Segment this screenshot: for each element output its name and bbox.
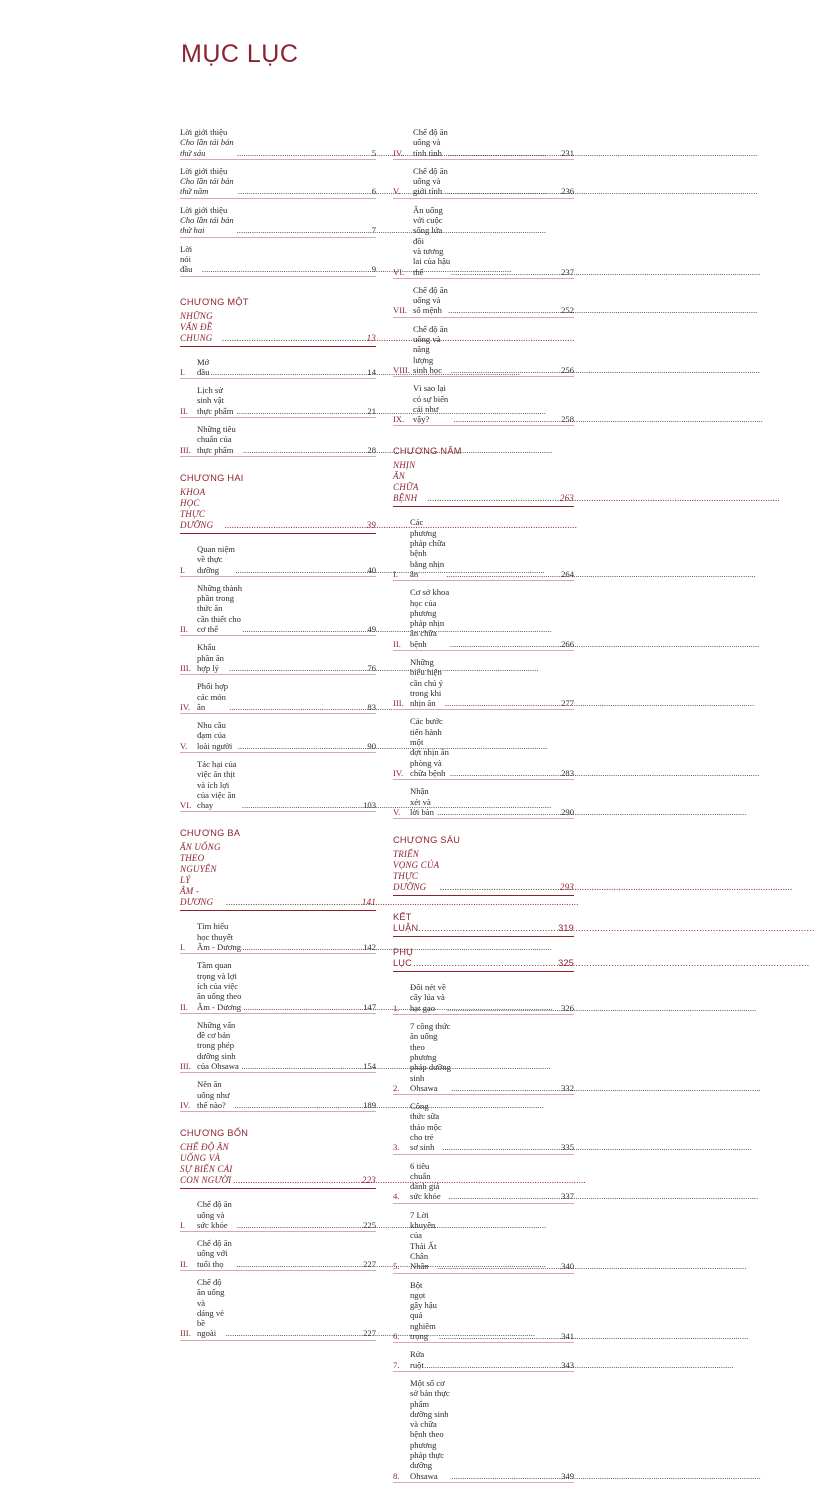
entry-text: Những thành phần trong thức ăn cần thiết cho cơ thể: [197, 582, 242, 635]
dot-leader: [451, 365, 561, 375]
section-spacer: [180, 1118, 376, 1124]
dot-leader: [235, 1100, 364, 1110]
entry-text: Chế độ ăn uống và số mệnh: [413, 284, 448, 316]
dot-leader: [439, 1331, 561, 1341]
dot-leader: [427, 493, 560, 504]
entry-text: Những vấn đề cơ bản trong phép dưỡng sinh của Ohsawa: [197, 1019, 239, 1072]
dot-leader: [242, 800, 363, 810]
toc-entry[interactable]: [180, 385, 376, 418]
toc-entry[interactable]: [180, 424, 376, 457]
entry-page: 326: [561, 1002, 574, 1013]
entry-number: II.: [393, 638, 401, 649]
dot-leader: [237, 406, 368, 416]
entry-page: 340: [561, 1261, 574, 1272]
intro-entry[interactable]: [180, 205, 376, 238]
entry-page: 290: [561, 806, 574, 817]
chapter-label: CHƯƠNG HAI: [180, 472, 244, 483]
entry-body: [197, 385, 376, 416]
toc-entry[interactable]: [180, 921, 376, 954]
entry-number: III.: [180, 662, 191, 673]
toc-entry[interactable]: [180, 642, 376, 675]
entry-text: Cơ sở khoa học của phương pháp nhịn ăn chữa bệnh: [410, 587, 450, 649]
intro-prefix: Lời giới thiệu: [180, 204, 228, 215]
chapter-title[interactable]: [180, 487, 376, 534]
dot-leader: [211, 367, 368, 377]
dot-leader: [237, 225, 372, 235]
dot-leader: [229, 702, 367, 712]
dot-leader: [451, 267, 561, 277]
entry-number: V.: [393, 806, 401, 817]
dot-leader: [447, 1003, 561, 1013]
entry-number: 2.: [393, 1082, 400, 1093]
toc-entry[interactable]: [393, 1161, 574, 1204]
toc-entry[interactable]: [393, 285, 574, 318]
entry-body: [197, 1079, 376, 1110]
entry-body: [410, 716, 574, 778]
toc-right-column: [393, 127, 574, 1489]
chapter-page: 39: [366, 519, 376, 530]
toc-left-column: [180, 127, 376, 1353]
section-spacer: [393, 432, 574, 442]
intro-subtitle: Cho lần tái bản thứ hai: [180, 215, 234, 236]
entry-text: [180, 244, 202, 275]
entry-page: 90: [367, 740, 376, 751]
entry-page: 252: [561, 305, 574, 316]
entry-page: 236: [561, 186, 574, 197]
dot-leader: [445, 698, 561, 708]
dot-leader: [446, 569, 561, 579]
entry-number: 8.: [393, 1470, 400, 1481]
toc-entry[interactable]: [393, 657, 574, 710]
entry-page: 231: [561, 147, 574, 158]
dot-leader: [453, 414, 561, 424]
intro-entry[interactable]: [180, 127, 376, 160]
entry-text: Tầm quan trọng và lợi ích của việc ăn uống theo Âm - Dương: [197, 960, 242, 1012]
entry-text: Nhận xét và lời bàn: [410, 786, 434, 817]
toc-entry[interactable]: [393, 205, 574, 279]
entry-page: 21: [367, 405, 376, 416]
dot-leader: [243, 1002, 363, 1012]
entry-text: Quan niệm về thực dưỡng: [197, 543, 235, 575]
dot-leader: [448, 186, 561, 196]
dot-leader: [449, 1191, 561, 1201]
dot-leader: [442, 1142, 561, 1152]
chapter-label: CHƯƠNG MỘT: [180, 296, 249, 307]
dot-leader: [450, 639, 561, 649]
toc-entry[interactable]: [180, 357, 376, 380]
entry-body: [180, 205, 376, 236]
entry-body: [180, 166, 376, 197]
entry-body: [410, 517, 574, 579]
entry-text: Những tiêu chuẩn của thực phẩm: [197, 424, 236, 455]
entry-body: [413, 166, 574, 197]
entry-number: II.: [180, 624, 188, 635]
entry-page: 256: [561, 364, 574, 375]
entry-text: Chế độ ăn uống và tính tình: [413, 127, 448, 158]
toc-entry[interactable]: [180, 681, 376, 714]
intro-prefix: Lời giới thiệu: [180, 165, 228, 176]
dot-leader: [236, 1259, 363, 1269]
entry-page: 76: [367, 662, 376, 673]
toc-entry[interactable]: [180, 1199, 376, 1232]
intro-prefix: Lời giới thiệu: [180, 127, 228, 137]
chapter-title-text: TRIỂN VỌNG CỦA THỰC DƯỠNG: [393, 849, 440, 893]
entry-number: VI.: [393, 266, 405, 277]
entry-number: VII.: [393, 305, 408, 316]
entry-page: 28: [367, 444, 376, 455]
dot-leader: [418, 923, 558, 934]
entry-body: [413, 285, 574, 316]
entry-body: [410, 657, 574, 708]
chapter-title-text: NHỮNG VẤN ĐỀ CHUNG: [180, 310, 213, 343]
entry-page: 5: [371, 147, 376, 158]
toc-entry[interactable]: [393, 1280, 574, 1344]
entry-page: 227: [363, 1258, 376, 1269]
entry-body: [197, 424, 376, 455]
dot-leader: [424, 1360, 561, 1370]
entry-number: IX.: [393, 414, 405, 425]
intro-entry[interactable]: [180, 166, 376, 199]
entry-page: 225: [363, 1219, 376, 1230]
entry-text: [180, 205, 237, 236]
entry-body: [197, 960, 376, 1011]
chapter-label: CHƯƠNG SÁU: [393, 835, 461, 846]
entry-body: [197, 759, 376, 810]
toc-entry[interactable]: [180, 1277, 376, 1341]
toc-entry[interactable]: [180, 759, 376, 812]
entry-text: Chế độ ăn uống và năng lượng sinh học: [413, 323, 448, 375]
entry-text: Một số cơ sở bản thực phẩm dưỡng sinh và chữa bệnh theo phương pháp thực dưỡng Ohsawa: [410, 1377, 450, 1481]
toc-entry[interactable]: [393, 324, 574, 377]
dot-leader: [243, 445, 368, 455]
chapter-title[interactable]: [393, 849, 574, 896]
entry-body: [410, 1280, 574, 1342]
entry-body: [197, 642, 376, 673]
entry-text: Vì sao lại có sự biến cải như vậy?: [413, 383, 449, 425]
entry-text: Rửa ruột: [410, 1349, 425, 1370]
entry-number: III.: [180, 1061, 191, 1072]
dot-leader: [226, 897, 362, 908]
entry-body: [413, 324, 574, 375]
chapter-title-text: NHỊN ĂN CHỮA BỆNH: [393, 460, 419, 504]
toc-entry[interactable]: [393, 1378, 574, 1483]
entry-text: Ăn uống với cuộc sống lứa đôi và tương lai của hậu thế: [413, 204, 451, 277]
entry-text: Bột ngọt gây hậu quả nghiêm trọng: [410, 1279, 437, 1342]
dot-leader: [437, 1261, 561, 1271]
section-spacer: [180, 283, 376, 293]
chapter-label: CHƯƠNG BỐN: [180, 1128, 249, 1139]
entry-text: [180, 166, 238, 197]
dot-leader: [238, 741, 368, 751]
entry-text: Nhu cầu đạm của loài người: [197, 720, 233, 751]
section-spacer: [180, 463, 376, 469]
entry-number: 3.: [393, 1142, 400, 1153]
entry-page: 283: [561, 767, 574, 778]
entry-body: [197, 1238, 376, 1269]
toc-entry[interactable]: [393, 383, 574, 426]
entry-number: 4.: [393, 1191, 400, 1202]
entry-number: I.: [180, 1219, 186, 1230]
entry-text: Chế độ ăn uống và sức khỏe: [197, 1199, 232, 1230]
toc-entry[interactable]: [180, 1238, 376, 1271]
toc-entry[interactable]: [393, 127, 574, 160]
intro-subtitle: Cho lần tái bản thứ sáu: [180, 137, 234, 158]
entry-page: 237: [561, 266, 574, 277]
appendix-title[interactable]: [393, 947, 574, 972]
entry-number: 7.: [393, 1359, 400, 1370]
chapter-page: 293: [559, 882, 574, 893]
entry-page: 7: [371, 225, 376, 236]
dot-leader: [242, 942, 363, 952]
dot-leader: [448, 305, 561, 315]
entry-text: Đôi nét về cây lúa và hạt gạo: [410, 982, 446, 1013]
dot-leader: [202, 264, 372, 274]
entry-number: III.: [180, 1328, 191, 1339]
page-title: MỤC LỤC: [181, 40, 299, 68]
entry-page: 83: [367, 701, 376, 712]
entry-text: Mở đầu: [197, 356, 210, 377]
entry-text: Chế độ ăn uống và dáng vẻ bề ngoài: [197, 1277, 225, 1339]
entry-number: IV.: [180, 701, 191, 712]
toc-entry[interactable]: [180, 544, 376, 577]
toc-entry[interactable]: [393, 786, 574, 819]
entry-text: Các bước tiến hành một đợt nhịn ăn phòng và chữa bệnh: [410, 716, 449, 778]
entry-text: Những biểu hiện cần chú ý trong khi nhịn ăn: [410, 656, 443, 709]
section-spacer: [180, 818, 376, 824]
dot-leader: [235, 565, 367, 575]
chapter-title-text: ĂN UỐNG THEO NGUYÊN LÝ ÂM - DƯƠNG: [180, 842, 221, 908]
entry-text: 7 công thức ăn uống theo phương pháp dưỡng sinh Ohsawa: [410, 1021, 451, 1093]
toc-entry[interactable]: [180, 720, 376, 753]
entry-body: [410, 982, 574, 1013]
dot-leader: [413, 958, 558, 969]
dot-leader: [237, 1220, 363, 1230]
entry-page: 154: [363, 1061, 376, 1072]
entry-number: I.: [180, 564, 186, 575]
appendix-page: 325: [558, 958, 574, 969]
entry-text: Chế độ ăn uống và giới tính: [413, 165, 448, 197]
entry-text: Công thức sữa thảo mộc cho trẻ sơ sinh: [410, 1101, 442, 1153]
entry-text: 7 Lời khuyên của Thái Ất Chân Nhân: [410, 1209, 437, 1272]
entry-text: Lịch sử sinh vật thực phẩm: [197, 385, 234, 416]
entry-number: I.: [393, 568, 399, 579]
dot-leader: [237, 148, 372, 158]
toc-entry[interactable]: [393, 517, 574, 581]
entry-body: [197, 921, 376, 952]
entry-text: Tác hại của việc ăn thịt và ích lợi của việc ăn chay: [197, 758, 237, 811]
entry-page: 6: [371, 186, 376, 197]
conclusion-title[interactable]: [393, 912, 574, 937]
chapter-page: 223: [361, 1175, 376, 1186]
entry-text: 6 tiêu chuẩn đánh giá sức khỏe: [410, 1160, 441, 1202]
entry-page: 103: [363, 800, 376, 811]
entry-number: IV.: [180, 1099, 191, 1110]
entry-number: II.: [180, 1258, 188, 1269]
entry-page: 9: [371, 264, 376, 275]
entry-page: 227: [363, 1328, 376, 1339]
dot-leader: [233, 1175, 362, 1186]
entry-body: [410, 1349, 574, 1370]
toc-entry[interactable]: [393, 1101, 574, 1154]
entry-page: 147: [363, 1001, 376, 1012]
chapter-title[interactable]: [180, 1142, 376, 1189]
entry-text: Các phương pháp chữa bệnh bằng nhịn ăn: [410, 517, 446, 579]
entry-body: [197, 583, 376, 634]
entry-page: 277: [561, 698, 574, 709]
entry-number: IV.: [393, 767, 404, 778]
entry-page: 349: [561, 1470, 574, 1481]
entry-body: [410, 1210, 574, 1272]
entry-number: VIII.: [393, 364, 410, 375]
dot-leader: [242, 624, 367, 634]
toc-entry[interactable]: [180, 583, 376, 636]
entry-number: III.: [393, 698, 404, 709]
toc-entry[interactable]: [393, 587, 574, 651]
entry-page: 258: [561, 414, 574, 425]
entry-page: 335: [561, 1142, 574, 1153]
entry-body: [413, 205, 574, 277]
chapter-label: CHƯƠNG BA: [180, 828, 241, 839]
entry-number: 6.: [393, 1331, 400, 1342]
entry-body: [410, 1378, 574, 1481]
dot-leader: [241, 1061, 363, 1071]
entry-number: I.: [180, 942, 186, 953]
section-spacer: [180, 1347, 376, 1353]
toc-entry[interactable]: [393, 1021, 574, 1095]
chapter-label: CHƯƠNG NĂM: [393, 446, 462, 457]
dot-leader: [229, 663, 367, 673]
dot-leader: [451, 1083, 561, 1093]
chapter-title[interactable]: [180, 311, 376, 347]
entry-body: [410, 786, 574, 817]
entry-body: [180, 244, 376, 275]
entry-body: [413, 127, 574, 158]
toc-entry[interactable]: [393, 1349, 574, 1372]
intro-prefix: Lời nói đầu: [180, 243, 193, 275]
toc-entry[interactable]: [180, 1079, 376, 1112]
chapter-title[interactable]: [393, 460, 574, 507]
entry-number: V.: [393, 186, 401, 197]
entry-page: 264: [561, 568, 574, 579]
dot-leader: [448, 148, 561, 158]
entry-page: 40: [367, 564, 376, 575]
chapter-title-text: KHOA HỌC THỰC DƯỠNG: [180, 486, 214, 530]
entry-text: Nên ăn uống như thế nào?: [197, 1079, 230, 1110]
entry-body: [197, 1020, 376, 1071]
entry-number: 1.: [393, 1002, 400, 1013]
conclusion-page: 319: [558, 923, 574, 934]
dot-leader: [451, 1471, 561, 1481]
entry-page: 142: [363, 942, 376, 953]
toc-entry[interactable]: [180, 1020, 376, 1073]
entry-body: [197, 357, 376, 378]
entry-page: 189: [363, 1099, 376, 1110]
entry-page: 49: [367, 624, 376, 635]
dot-leader: [437, 807, 561, 817]
section-spacer: [393, 825, 574, 831]
entry-number: 5.: [393, 1261, 400, 1272]
entry-page: 14: [367, 366, 376, 377]
entry-number: I.: [180, 366, 186, 377]
conclusion-text: KẾT LUẬN: [393, 912, 419, 934]
chapter-page: 263: [559, 493, 574, 504]
toc-entry[interactable]: [393, 1210, 574, 1274]
toc-entry[interactable]: [180, 960, 376, 1013]
entry-body: [410, 1021, 574, 1093]
entry-number: VI.: [180, 800, 192, 811]
entry-number: II.: [180, 405, 188, 416]
entry-body: [180, 127, 376, 158]
entry-text: Khẩu phần ăn hợp lý: [197, 642, 224, 673]
entry-page: 341: [561, 1331, 574, 1342]
dot-leader: [440, 882, 560, 893]
entry-page: 266: [561, 638, 574, 649]
intro-entry[interactable]: [180, 244, 376, 277]
dot-leader: [225, 520, 367, 531]
entry-body: [410, 1101, 574, 1152]
toc-entry[interactable]: [393, 716, 574, 780]
entry-page: 343: [561, 1359, 574, 1370]
dot-leader: [238, 186, 372, 196]
dot-leader: [226, 1328, 363, 1338]
entry-number: II.: [180, 1001, 188, 1012]
entry-text: [180, 127, 237, 158]
appendix-text: PHỤ LỤC: [393, 947, 413, 969]
entry-body: [197, 720, 376, 751]
entry-text: Tìm hiểu học thuyết Âm - Dương: [197, 921, 242, 953]
intro-subtitle: Cho lần tái bản thứ năm: [180, 176, 234, 197]
chapter-title[interactable]: [180, 842, 376, 911]
entry-body: [197, 1199, 376, 1230]
entry-body: [197, 1277, 376, 1339]
dot-leader: [450, 768, 561, 778]
entry-body: [197, 544, 376, 575]
chapter-page: 141: [361, 897, 376, 908]
chapter-title-text: CHẾ ĐỘ ĂN UỐNG VÀ SỰ BIẾN CẢI CON NGƯỜI: [180, 1142, 233, 1186]
entry-number: III.: [180, 444, 191, 455]
entry-page: 332: [561, 1082, 574, 1093]
entry-body: [410, 1161, 574, 1202]
chapter-page: 13: [366, 332, 376, 343]
entry-number: V.: [180, 740, 188, 751]
entry-body: [410, 587, 574, 649]
entry-body: [413, 383, 574, 424]
entry-number: IV.: [393, 147, 404, 158]
entry-text: Phối hợp các món ăn: [197, 681, 229, 712]
toc-entry[interactable]: [393, 982, 574, 1015]
dot-leader: [222, 333, 367, 344]
toc-entry[interactable]: [393, 166, 574, 199]
entry-page: 337: [561, 1191, 574, 1202]
entry-text: Chế độ ăn uống với tuổi thọ: [197, 1238, 232, 1269]
entry-body: [197, 681, 376, 712]
